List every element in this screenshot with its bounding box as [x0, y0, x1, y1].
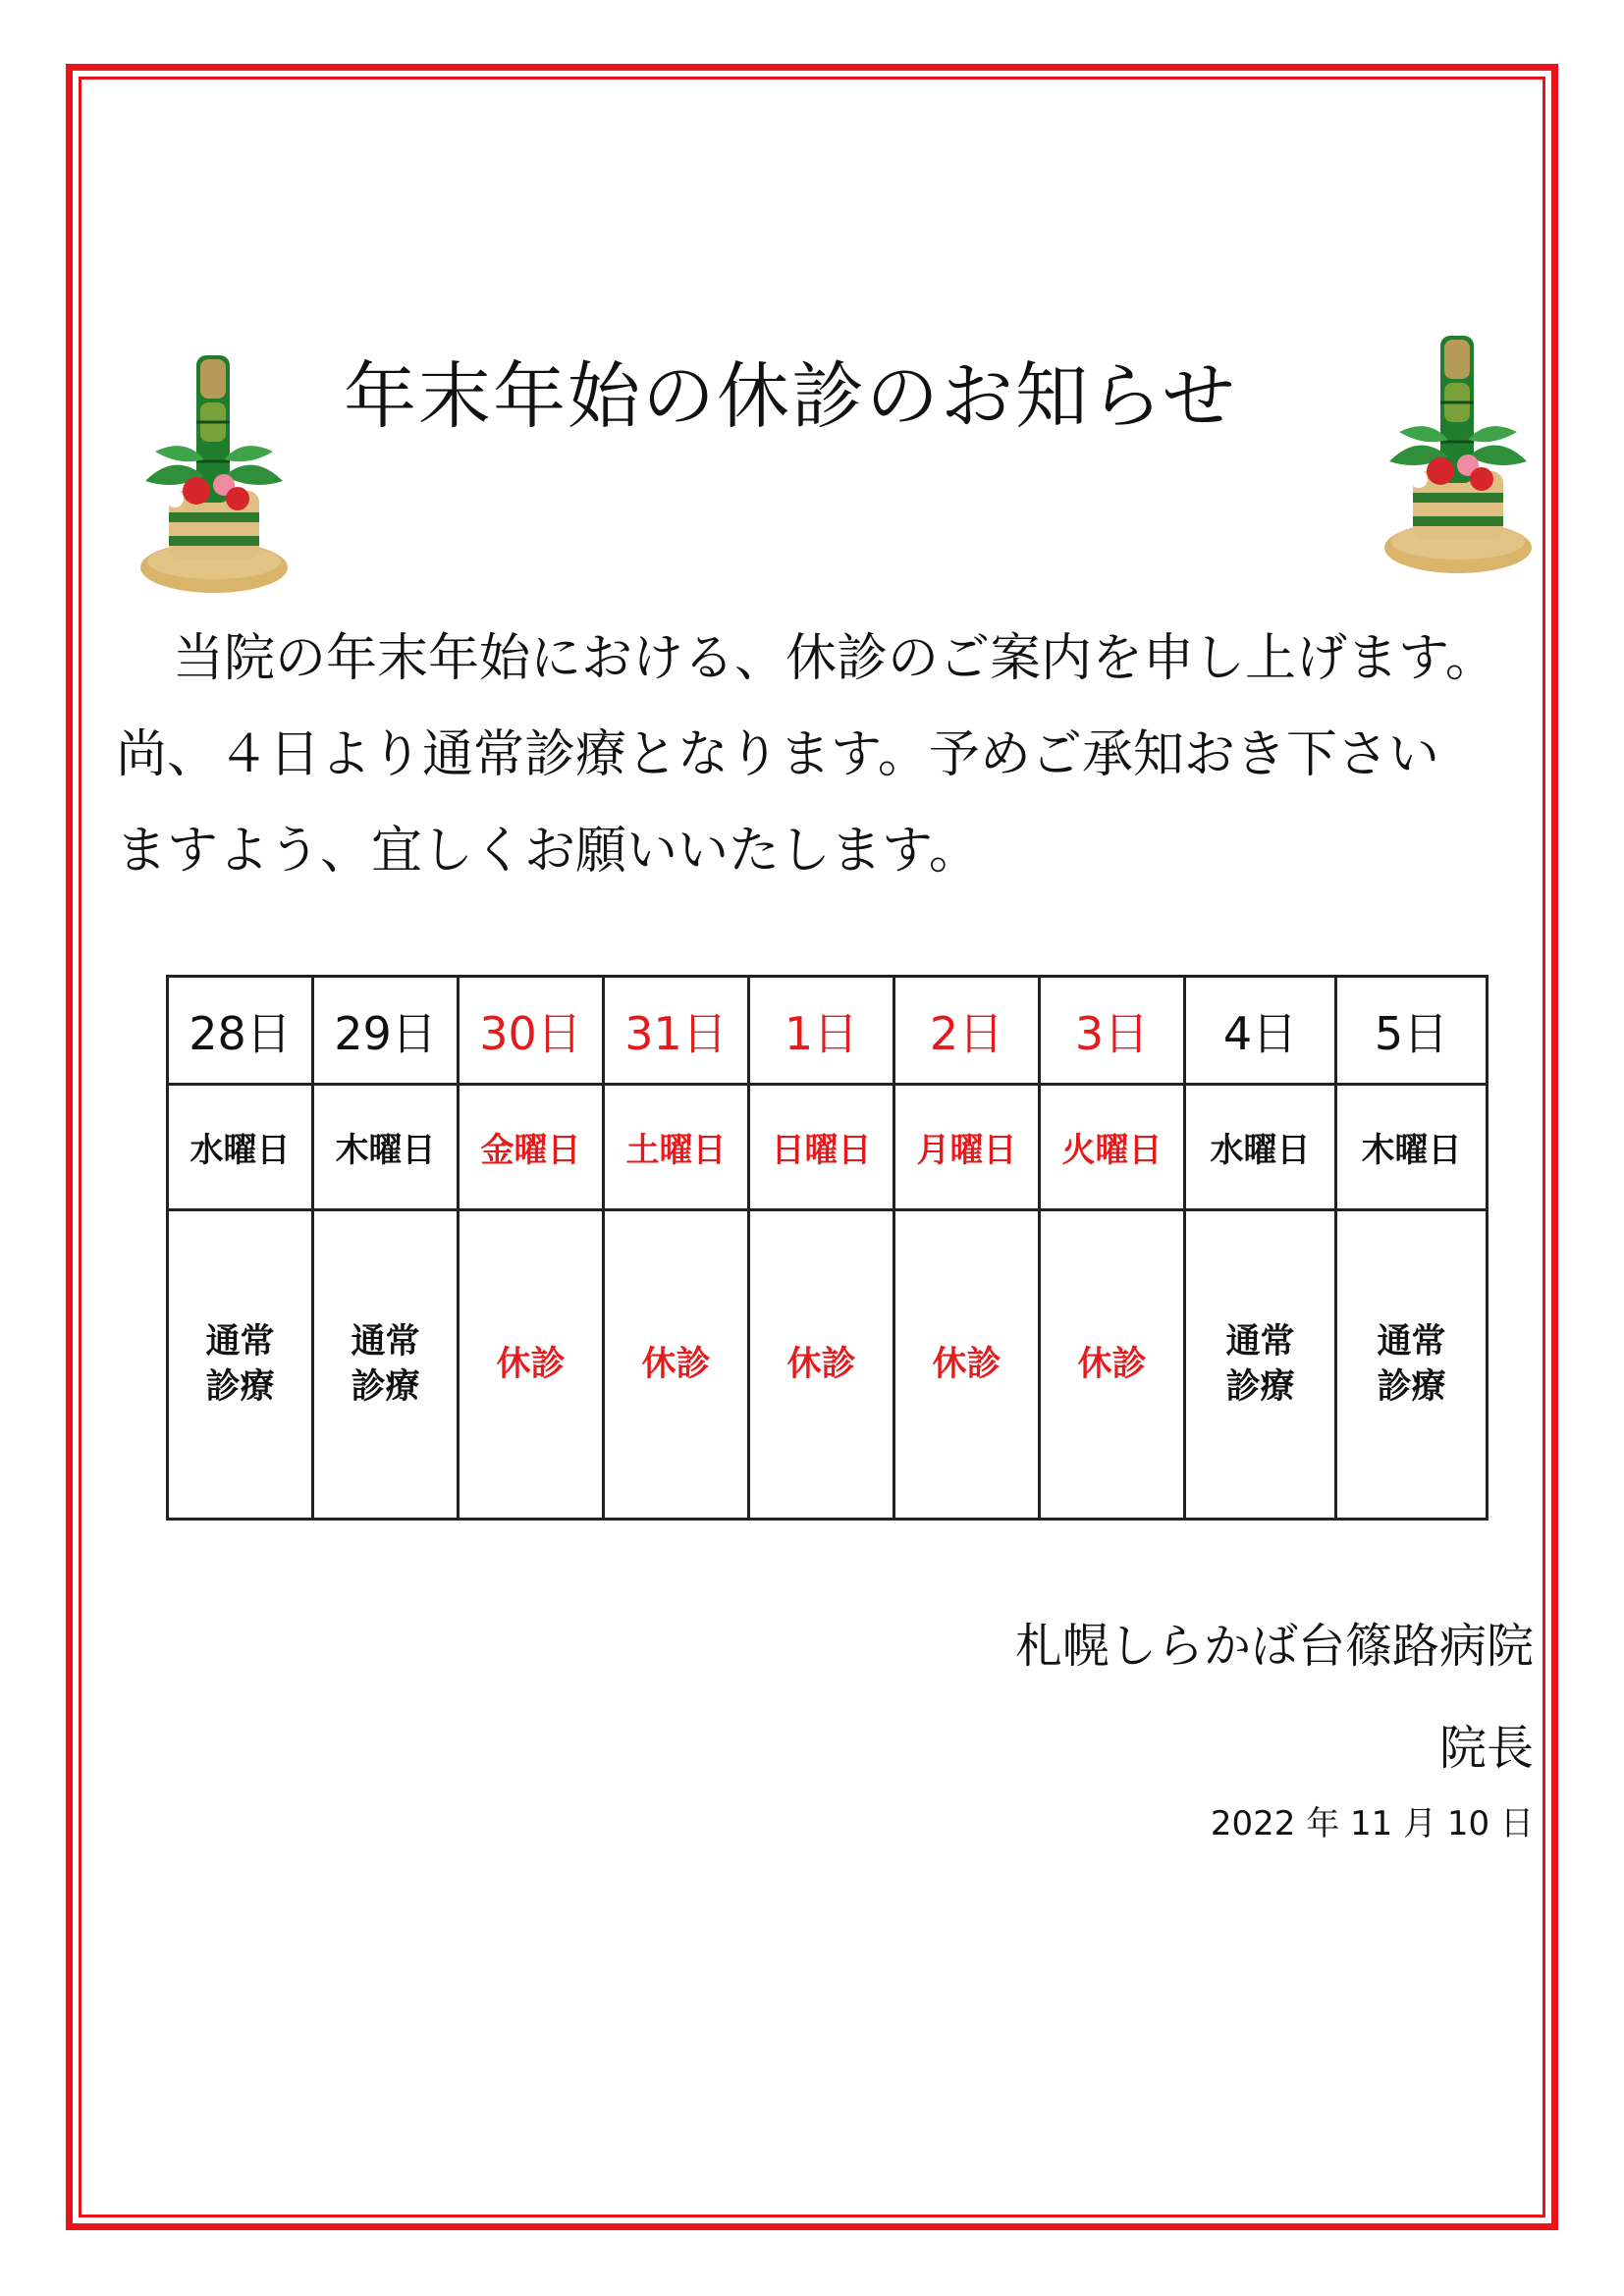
status-cell — [1040, 1210, 1185, 1520]
kadomatsu-icon — [1380, 324, 1537, 579]
status-line: 休診 — [1077, 1345, 1147, 1384]
page-title: 年末年始の休診のお知らせ — [344, 354, 1237, 439]
weekday-row — [168, 1085, 1488, 1210]
weekday-cell: 月曜日 — [894, 1085, 1040, 1210]
date-cell: 30日 — [459, 977, 604, 1085]
weekday-cell: 金曜日 — [459, 1085, 604, 1210]
status-line: 休診 — [786, 1345, 856, 1384]
status-cell — [749, 1210, 894, 1520]
status-cell — [459, 1210, 604, 1520]
date-cell: 2日 — [894, 977, 1040, 1085]
intro-text — [116, 611, 1569, 899]
status-line: 通常 — [1377, 1322, 1446, 1362]
status-cell — [604, 1210, 749, 1520]
status-line: 通常 — [351, 1322, 420, 1362]
date-cell: 31日 — [604, 977, 749, 1085]
holiday-schedule-table — [166, 975, 1489, 1521]
weekday-cell: 木曜日 — [313, 1085, 459, 1210]
status-cell — [168, 1210, 313, 1520]
status-line: 通常 — [205, 1322, 275, 1362]
status-row — [168, 1210, 1488, 1520]
hospital-name: 札幌しらかば台篠路病院 — [1014, 1619, 1534, 1674]
weekday-cell: 火曜日 — [1040, 1085, 1185, 1210]
status-cell — [1336, 1210, 1488, 1520]
issue-date: 2022 年 11 月 10 日 — [1210, 1804, 1534, 1843]
weekday-cell: 土曜日 — [604, 1085, 749, 1210]
date-cell: 1日 — [749, 977, 894, 1085]
date-cell: 4日 — [1185, 977, 1336, 1085]
status-line: 休診 — [641, 1345, 711, 1384]
status-line: 診療 — [205, 1367, 275, 1407]
director-title: 院長 — [1438, 1721, 1534, 1776]
status-line: 休診 — [932, 1345, 1001, 1384]
weekday-cell: 水曜日 — [1185, 1085, 1336, 1210]
weekday-cell: 日曜日 — [749, 1085, 894, 1210]
status-line: 診療 — [1377, 1367, 1446, 1407]
status-line: 診療 — [351, 1367, 420, 1407]
date-row — [168, 977, 1488, 1085]
date-cell: 28日 — [168, 977, 313, 1085]
date-cell: 5日 — [1336, 977, 1488, 1085]
intro-line-3: ますよう、宜しくお願いいたします。 — [116, 822, 980, 881]
kadomatsu-icon — [135, 344, 293, 599]
status-line: 通常 — [1225, 1322, 1295, 1362]
intro-line-1: 当院の年末年始における、休診のご案内を申し上げます。 — [173, 629, 1496, 688]
status-cell — [894, 1210, 1040, 1520]
weekday-cell: 木曜日 — [1336, 1085, 1488, 1210]
date-cell: 3日 — [1040, 977, 1185, 1085]
status-line: 休診 — [496, 1345, 566, 1384]
status-cell — [313, 1210, 459, 1520]
weekday-cell: 水曜日 — [168, 1085, 313, 1210]
date-cell: 29日 — [313, 977, 459, 1085]
status-cell — [1185, 1210, 1336, 1520]
status-line: 診療 — [1225, 1367, 1295, 1407]
intro-line-2: 尚、４日より通常診療となります。予めご承知おき下さい — [116, 725, 1439, 784]
